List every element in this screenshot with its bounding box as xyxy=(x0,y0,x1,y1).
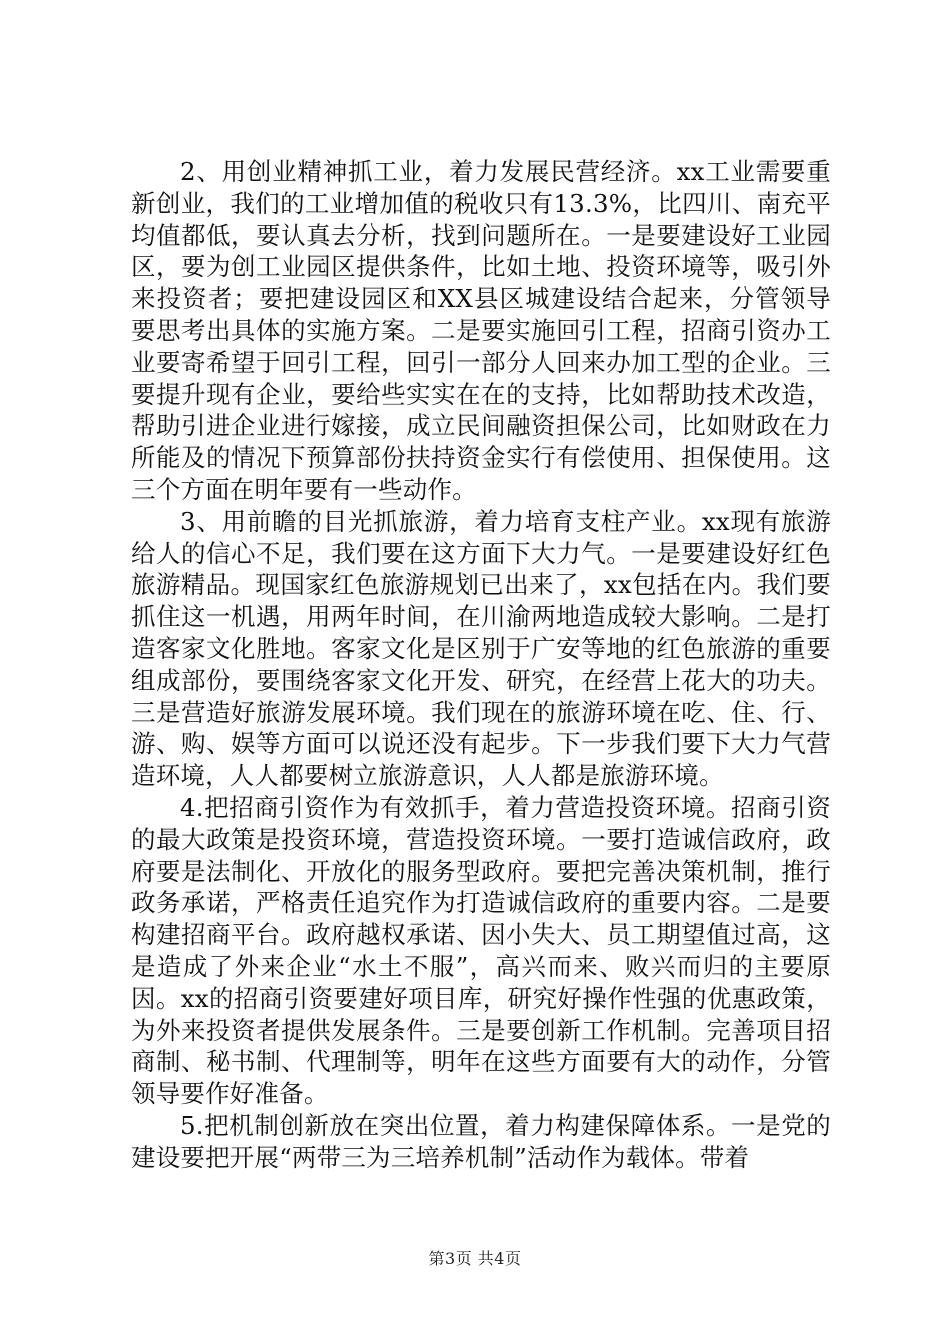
paragraph-tourism: 3、用前瞻的目光抓旅游，着力培育支柱产业。xx现有旅游给人的信心不足，我们要在这方面下大力气。一是要建设好红色旅游精品。现国家红色旅游规划已出来了，xx包括在内。我们要抓住这一机遇，用两年时间，在川渝两地造成较大影响。二是打造客家文化胜地。客家文化是区别于广安等地的红色旅游的重要组成部份，要围绕客家文化开发、研究，在经营上花大的功夫。三是营造好旅游发展环境。我们现在的旅游环境在吃、住、行、游、购、娱等方面可以说还没有起步。下一步我们要下大力气营造环境，人人都要树立旅游意识，人人都是旅游环境。 xyxy=(131,506,831,791)
document-body xyxy=(131,156,831,1174)
paragraph-industry: 2、用创业精神抓工业，着力发展民营经济。xx工业需要重新创业，我们的工业增加值的税收只有13.3%，比四川、南充平均值都低，要认真去分析，找到问题所在。一是要建设好工业园区，要为创工业园区提供条件，比如土地、投资环境等，吸引外来投资者；要把建设园区和XX县区城建设结合起来，分管领导要思考出具体的实施方案。二是要实施回引工程，招商引资办工业要寄希望于回引工程，回引一部分人回来办加工型的企业。三要提升现有企业，要给些实实在在的支持，比如帮助技术改造，帮助引进企业进行嫁接，成立民间融资担保公司，比如财政在力所能及的情况下预算部份扶持资金实行有偿使用、担保使用。这三个方面在明年要有一些动作。 xyxy=(131,157,831,504)
paragraph-mechanism: 5.把机制创新放在突出位置，着力构建保障体系。一是党的建设要把开展“两带三为三培养机制”活动作为载体。带着 xyxy=(131,1110,831,1172)
paragraph-investment: 4.把招商引资作为有效抓手，着力营造投资环境。招商引资的最大政策是投资环境，营造投资环境。一要打造诚信政府，政府要是法制化、开放化的服务型政府。要把完善决策机制，推行政务承诺，严格责任追究作为打造诚信政府的重要内容。二是要构建招商平台。政府越权承诺、因小失大、员工期望值过高，这是造成了外来企业“水土不服”，高兴而来、败兴而归的主要原因。xx的招商引资要建好项目库，研究好操作性强的优惠政策，为外来投资者提供发展条件。三是要创新工作机制。完善项目招商制、秘书制、代理制等，明年在这些方面要有大的动作，分管领导要作好准备。 xyxy=(131,792,831,1109)
page-number-footer: 第3页 共4页 xyxy=(428,1249,522,1268)
